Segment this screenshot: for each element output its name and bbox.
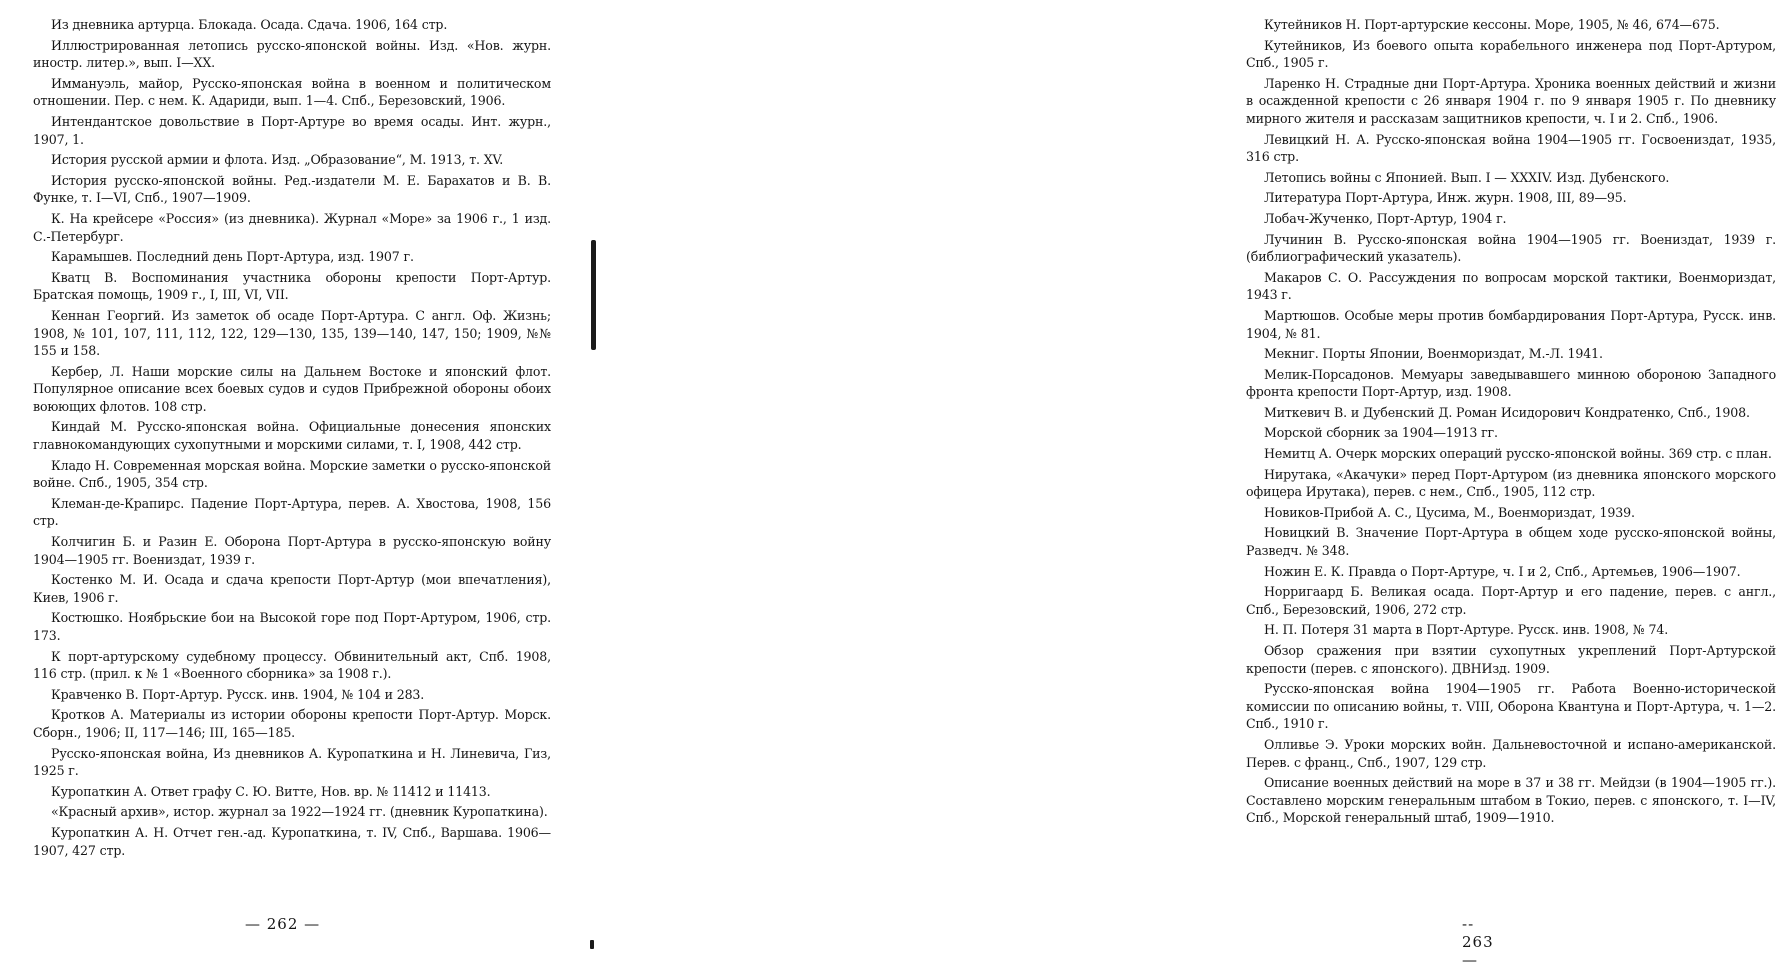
bibliography-entry: Из дневника артурца. Блокада. Осада. Сдача. 1906, 164 стр. — [51, 17, 448, 32]
bibliography-entry: История русско-японской войны. Ред.-издатели М. Е. Барахатов и В. В. Функе, т. I—VI, Спб., 1907—1909. — [33, 172, 551, 206]
bibliography-entry: Клеман-де-Крапирс. Падение Порт-Артура, перев. А. Хвостова, 1908, 156 стр. — [33, 495, 551, 529]
bibliography-entry: Мелик-Порсадонов. Мемуары заведывавшего минною обороною Западного фронта крепости Порт-Артур, изд. 1908. — [1246, 366, 1776, 400]
page-number-right: -- 263 — — [1462, 915, 1494, 969]
bibliography-entry: Олливье Э. Уроки морских войн. Дальневосточной и испано-американской. Перев. с франц., Спб., 1907, 129 стр. — [1246, 736, 1776, 770]
bibliography-list-left — [33, 16, 551, 862]
right-page — [600, 0, 1776, 969]
bibliography-entry: «Красный архив», истор. журнал за 1922—1924 гг. (дневник Куропаткина). — [51, 804, 548, 820]
bibliography-list-right — [1246, 16, 1776, 830]
bibliography-entry: Русско-японская война 1904—1905 гг. Работа Военно-исторической комиссии по описанию войны, т. VIII, Оборона Квантуна и Порт-Артура, ч. 1—2. Спб., 1910 г. — [1246, 681, 1776, 732]
bibliography-entry: Кротков А. Материалы из истории обороны крепости Порт-Артур. Морск. Сборн., 1906; II, 117—146; III, 165—185. — [33, 707, 551, 740]
bibliography-entry: Летопись войны с Японией. Вып. I — XXXIV. Изд. Дубенского. — [1264, 169, 1670, 185]
bibliography-entry: Литература Порт-Артура, Инж. журн. 1908, III, 89—95. — [1264, 190, 1627, 206]
bibliography-entry: Иммануэль, майор, Русско-японская война в военном и политическом отношении. Пер. с нем. К. Адариди, вып. 1—4. Спб., Березовский, 1906. — [33, 75, 551, 109]
bibliography-entry: Костюшко. Ноябрьские бои на Высокой горе под Порт-Артуром, 1906, стр. 173. — [33, 610, 551, 643]
bibliography-entry: Описание военных действий на море в 37 и 38 гг. Мейдзи (в 1904—1905 гг.). Составлено морским генеральным штабом в Токио, перев. с японского, т. I—IV, Спб., Морской генеральный штаб, 1909—1910. — [1246, 775, 1776, 826]
bibliography-entry: Левицкий Н. А. Русско-японская война 1904—1905 гг. Госвоениздат, 1935, 316 стр. — [1246, 131, 1776, 165]
bibliography-entry: Русско-японская война, Из дневников А. Куропаткина и Н. Линевича, Гиз, 1925 г. — [33, 745, 551, 779]
bibliography-entry: Киндай М. Русско-японская война. Официальные донесения японских главнокомандующих сухопутными и морскими силами, т. I, 1908, 442 стр. — [33, 419, 551, 453]
bibliography-entry: Карамышев. Последний день Порт-Артура, изд. 1907 г. — [51, 249, 414, 265]
gutter-dot — [590, 940, 594, 949]
bibliography-entry: Куропаткин А. Ответ графу С. Ю. Витте, Нов. вр. № 11412 и 11413. — [51, 783, 491, 799]
bibliography-entry: Кравченко В. Порт-Артур. Русск. инв. 1904, № 104 и 283. — [51, 686, 425, 702]
bibliography-entry: История русской армии и флота. Изд. „Образование“, М. 1913, т. XV. — [51, 152, 504, 168]
bibliography-entry: Миткевич В. и Дубенский Д. Роман Исидорович Кондратенко, Спб., 1908. — [1264, 404, 1750, 420]
bibliography-entry: Немитц А. Очерк морских операций русско-японской войны. 369 стр. с план. — [1264, 446, 1772, 462]
bibliography-entry: Морской сборник за 1904—1913 гг. — [1264, 425, 1498, 441]
bibliography-entry: Мартюшов. Особые меры против бомбардирования Порт-Артура, Русск. инв. 1904, № 81. — [1246, 307, 1776, 341]
page-number-left: — 262 — — [245, 915, 321, 933]
bibliography-entry: Иллюстрированная летопись русско-японской войны. Изд. «Нов. журн. иностр. литер.», вып. I—XX. — [33, 37, 551, 71]
bibliography-entry: Колчигин Б. и Разин Е. Оборона Порт-Артура в русско-японскую войну 1904—1905 гг. Воениздат, 1939 г. — [33, 534, 551, 567]
bibliography-entry: Интендантское довольствие в Порт-Артуре во время осады. Инт. журн., 1907, 1. — [33, 113, 551, 147]
bibliography-entry: Кладо Н. Современная морская война. Морские заметки о русско-японской войне. Спб., 1905, 354 стр. — [33, 457, 551, 491]
bibliography-entry: К порт-артурскому судебному процессу. Обвинительный акт, Спб. 1908, 116 стр. (прил. к № 1 «Военного сборника» за 1908 г.). — [33, 648, 551, 682]
bibliography-entry: Куропаткин А. Н. Отчет ген.-ад. Куропаткина, т. IV, Спб., Варшава. 1906—1907, 427 стр. — [33, 824, 551, 858]
bibliography-entry: Новицкий В. Значение Порт-Артура в общем ходе русско-японской войны, Разведч. № 348. — [1246, 525, 1776, 559]
bibliography-entry: Костенко М. И. Осада и сдача крепости Порт-Артур (мои впечатления), Киев, 1906 г. — [33, 572, 551, 605]
bibliography-entry: Кеннан Георгий. Из заметок об осаде Порт-Артура. С англ. Оф. Жизнь; 1908, № 101, 107, 111, 112, 122, 129—130, 135, 139—140, 147, 150; 1909, №№ 155 и 158. — [33, 307, 551, 359]
bibliography-entry: Макаров С. О. Рассуждения по вопросам морской тактики, Военмориздат, 1943 г. — [1246, 269, 1776, 303]
bibliography-entry: Норригаард Б. Великая осада. Порт-Артур и его падение, перев. с англ., Спб., Березовский, 1906, 272 стр. — [1246, 584, 1776, 617]
bibliography-entry: К. На крейсере «Россия» (из дневника). Журнал «Море» за 1906 г., 1 изд. С.-Петербург. — [33, 210, 551, 244]
bibliography-entry: Мекниг. Порты Японии, Военмориздат, М.-Л. 1941. — [1264, 346, 1603, 362]
bibliography-entry: Нирутака, «Акачуки» перед Порт-Артуром (из дневника японского морского офицера Ирутака), перев. с нем., Спб., 1905, 112 стр. — [1246, 466, 1776, 500]
bibliography-entry: Кербер, Л. Наши морские силы на Дальнем Востоке и японский флот. Популярное описание всех боевых судов и судов Прибрежной обороны обоих воюющих флотов. 108 стр. — [33, 363, 551, 414]
bibliography-entry: Ножин Е. К. Правда о Порт-Артуре, ч. I и 2, Спб., Артемьев, 1906—1907. — [1264, 563, 1741, 579]
bibliography-entry: Н. П. Потеря 31 марта в Порт-Артуре. Русск. инв. 1908, № 74. — [1264, 622, 1669, 638]
bibliography-entry: Кутейников, Из боевого опыта корабельного инженера под Порт-Артуром, Спб., 1905 г. — [1246, 37, 1776, 71]
bibliography-entry: Новиков-Прибой А. С., Цусима, М., Военмориздат, 1939. — [1264, 504, 1635, 520]
bibliography-entry: Лобач-Жученко, Порт-Артур, 1904 г. — [1264, 210, 1507, 226]
left-page — [0, 0, 600, 955]
bibliography-entry: Кватц В. Воспоминания участника обороны крепости Порт-Артур. Братская помощь, 1909 г., I, III, VI, VII. — [33, 269, 551, 303]
bibliography-entry: Обзор сражения при взятии сухопутных укреплений Порт-Артурской крепости (перев. с японского). ДВНИзд. 1909. — [1246, 643, 1776, 676]
bibliography-entry: Кутейников Н. Порт-артурские кессоны. Море, 1905, № 46, 674—675. — [1264, 17, 1720, 32]
bibliography-entry: Ларенко Н. Страдные дни Порт-Артура. Хроника военных действий и жизни в осажденной крепости с 26 января 1904 г. по 9 января 1905 г. По дневнику мирного жителя и рассказам защитников крепости, ч. I и 2. Спб., 1906. — [1246, 75, 1776, 126]
gutter-mark — [591, 240, 596, 350]
bibliography-entry: Лучинин В. Русско-японская война 1904—1905 гг. Воениздат, 1939 г. (библиографический указатель). — [1246, 231, 1776, 265]
